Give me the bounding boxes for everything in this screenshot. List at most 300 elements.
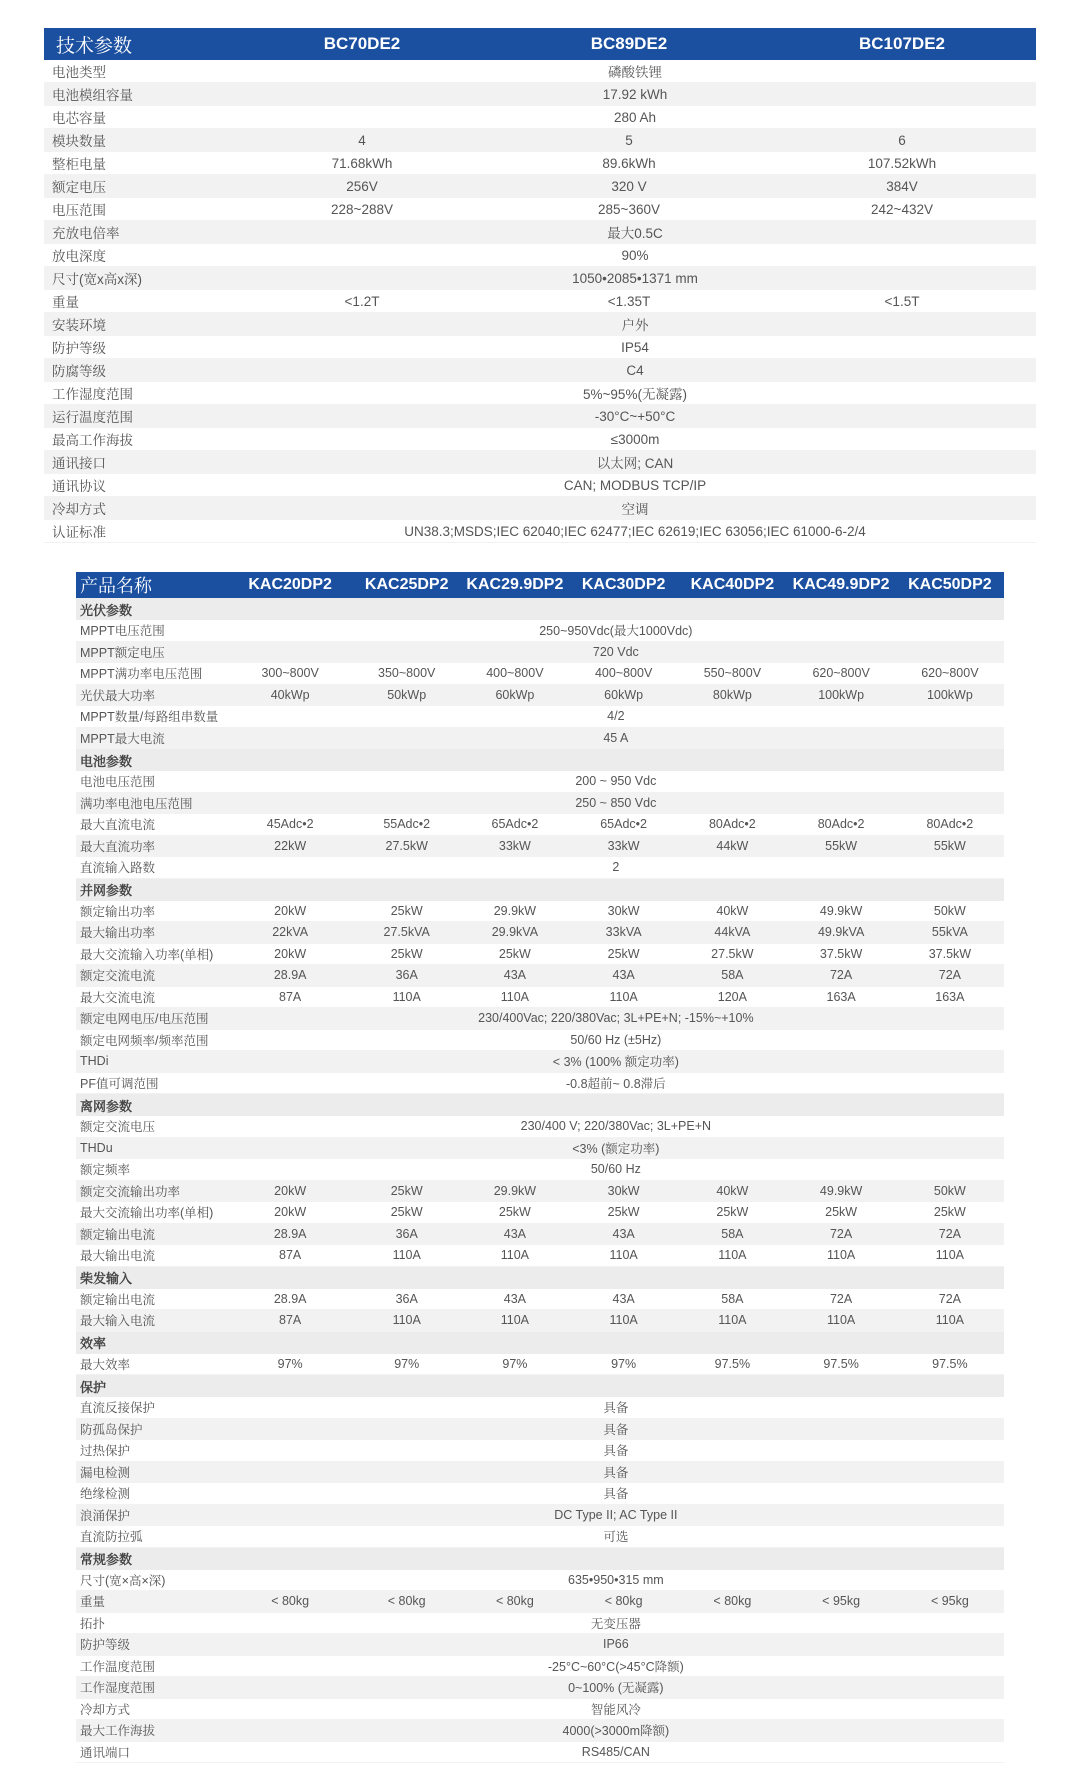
row-value: 17.92 kWh [234, 83, 1036, 106]
table-row [76, 1354, 1004, 1375]
table-row [76, 1440, 1004, 1462]
row-value: 242~432V [768, 198, 1036, 221]
table-row [76, 620, 1004, 641]
table-row [44, 175, 1036, 198]
row-value: 20kW [228, 1180, 353, 1202]
row-value: 97% [569, 1354, 678, 1375]
header-cell: BC89DE2 [490, 28, 768, 60]
row-value: 110A [461, 986, 569, 1008]
row-value: 110A [678, 1245, 786, 1267]
row-value: 20kW [228, 943, 353, 965]
row-value: 25kW [461, 1202, 569, 1224]
section-row [76, 878, 1004, 901]
row-value: 28.9A [228, 965, 353, 987]
row-value: IP66 [228, 1634, 1004, 1656]
row-label: 电压范围 [44, 198, 234, 221]
row-value: 110A [678, 1310, 786, 1332]
row-value: 97% [228, 1354, 353, 1375]
row-label: 过热保护 [76, 1440, 228, 1462]
row-value: 36A [353, 1289, 461, 1310]
row-label: 最大交流输出功率(单相) [76, 1202, 228, 1224]
table-row [76, 1461, 1004, 1483]
row-value: <1.2T [234, 290, 490, 313]
row-value: 具备 [228, 1440, 1004, 1462]
row-value: 22kW [228, 835, 353, 857]
row-label: 工作湿度范围 [44, 382, 234, 405]
table-row [44, 520, 1036, 543]
table-row [44, 290, 1036, 313]
table-row [76, 1180, 1004, 1202]
row-value: 30kW [569, 901, 678, 922]
table-row [76, 1116, 1004, 1137]
row-value: 4 [234, 129, 490, 152]
row-label: 浪涌保护 [76, 1504, 228, 1526]
table-row [44, 336, 1036, 359]
row-value: 50kWp [353, 684, 461, 706]
row-label: THDu [76, 1137, 228, 1159]
table-row [76, 1504, 1004, 1526]
row-value: 89.6kWh [490, 152, 768, 175]
table-row [76, 1223, 1004, 1245]
row-value: 384V [768, 175, 1036, 198]
row-value: 33kW [461, 835, 569, 857]
row-value: 163A [896, 986, 1004, 1008]
row-value: 72A [786, 1289, 895, 1310]
row-value: 44kVA [678, 922, 786, 944]
row-value: 87A [228, 1310, 353, 1332]
row-value: 550~800V [678, 663, 786, 685]
row-label: 额定电网电压/电压范围 [76, 1008, 228, 1030]
table-row [76, 641, 1004, 663]
row-value: 磷酸铁锂 [234, 60, 1036, 83]
row-value: 27.5kW [678, 943, 786, 965]
row-value: 350~800V [353, 663, 461, 685]
row-value: 0~100% (无凝露) [228, 1677, 1004, 1699]
row-label: 重量 [44, 290, 234, 313]
row-value: 65Adc•2 [569, 814, 678, 836]
row-value: 45Adc•2 [228, 814, 353, 836]
row-value: <1.35T [490, 290, 768, 313]
row-value: 27.5kVA [353, 922, 461, 944]
row-value: 无变压器 [228, 1612, 1004, 1634]
row-value: 97.5% [786, 1354, 895, 1375]
row-value: 4000(>3000m降额) [228, 1720, 1004, 1742]
row-value: <1.5T [768, 290, 1036, 313]
table-row [44, 198, 1036, 221]
row-label: 冷却方式 [76, 1698, 228, 1720]
row-value: < 80kg [461, 1591, 569, 1613]
row-label: 直流反接保护 [76, 1397, 228, 1418]
row-label: 最大输入电流 [76, 1310, 228, 1332]
section-title: 柴发输入 [76, 1266, 1004, 1289]
row-value: 300~800V [228, 663, 353, 685]
row-value: < 80kg [678, 1591, 786, 1613]
row-value: 230/400 V; 220/380Vac; 3L+PE+N [228, 1116, 1004, 1137]
row-value: < 80kg [569, 1591, 678, 1613]
row-value: 72A [786, 965, 895, 987]
row-value: 28.9A [228, 1223, 353, 1245]
row-value: 100kWp [786, 684, 895, 706]
row-value: 5 [490, 129, 768, 152]
row-value: 25kW [896, 1202, 1004, 1224]
row-label: 安装环境 [44, 313, 234, 336]
table-row [76, 727, 1004, 749]
row-value: 280 Ah [234, 106, 1036, 129]
row-value: 110A [569, 986, 678, 1008]
row-value: 110A [786, 1310, 895, 1332]
row-value: 80Adc•2 [896, 814, 1004, 836]
row-value: 60kWp [569, 684, 678, 706]
row-value: ≤3000m [234, 428, 1036, 451]
row-label: 通讯接口 [44, 451, 234, 474]
row-label: 模块数量 [44, 129, 234, 152]
row-value: 110A [786, 1245, 895, 1267]
row-value: 45 A [228, 727, 1004, 749]
row-label: 整柜电量 [44, 152, 234, 175]
row-label: 满功率电池电压范围 [76, 792, 228, 814]
row-value: 97% [353, 1354, 461, 1375]
table-row [76, 792, 1004, 814]
row-value: 107.52kWh [768, 152, 1036, 175]
row-label: 防护等级 [44, 336, 234, 359]
section-title: 常规参数 [76, 1547, 1004, 1570]
battery-table-header [44, 28, 1036, 60]
row-value: 43A [461, 1223, 569, 1245]
row-label: 直流防拉弧 [76, 1526, 228, 1548]
row-value: 25kW [353, 1180, 461, 1202]
table-row [76, 706, 1004, 728]
row-label: 最高工作海拔 [44, 428, 234, 451]
row-label: PF值可调范围 [76, 1072, 228, 1094]
table-row [44, 267, 1036, 290]
table-row [76, 1698, 1004, 1720]
row-label: MPPT满功率电压范围 [76, 663, 228, 685]
row-label: 漏电检测 [76, 1461, 228, 1483]
table-row [44, 313, 1036, 336]
table-row [76, 1655, 1004, 1677]
row-value: 29.9kW [461, 1180, 569, 1202]
row-value: 635•950•315 mm [228, 1570, 1004, 1591]
row-label: 额定交流电压 [76, 1116, 228, 1137]
row-value: 43A [569, 965, 678, 987]
section-row [76, 1266, 1004, 1289]
row-value: 80Adc•2 [678, 814, 786, 836]
row-value: DC Type II; AC Type II [228, 1504, 1004, 1526]
row-label: 最大工作海拔 [76, 1720, 228, 1742]
table-row [76, 1677, 1004, 1699]
table-row [76, 1159, 1004, 1181]
table-row [76, 1483, 1004, 1505]
row-value: 256V [234, 175, 490, 198]
row-value: 44kW [678, 835, 786, 857]
row-value: 400~800V [569, 663, 678, 685]
table-row [76, 1245, 1004, 1267]
row-label: THDi [76, 1051, 228, 1073]
row-value: 49.9kVA [786, 922, 895, 944]
section-title: 并网参数 [76, 878, 1004, 901]
row-value: 120A [678, 986, 786, 1008]
row-label: 防护等级 [76, 1634, 228, 1656]
row-label: 电池模组容量 [44, 83, 234, 106]
row-value: 25kW [353, 1202, 461, 1224]
row-label: 通讯端口 [76, 1741, 228, 1763]
row-value: 4/2 [228, 706, 1004, 728]
row-value: 55kVA [896, 922, 1004, 944]
row-label: MPPT最大电流 [76, 727, 228, 749]
section-title: 离网参数 [76, 1094, 1004, 1117]
section-row [76, 749, 1004, 772]
row-value: 50/60 Hz [228, 1159, 1004, 1181]
row-value: 以太网; CAN [234, 451, 1036, 474]
row-value: 49.9kW [786, 1180, 895, 1202]
table-row [44, 221, 1036, 244]
row-value: 36A [353, 965, 461, 987]
row-value: 1050•2085•1371 mm [234, 267, 1036, 290]
section-title: 效率 [76, 1331, 1004, 1354]
row-label: 认证标准 [44, 520, 234, 543]
row-value: 58A [678, 1289, 786, 1310]
row-label: MPPT额定电压 [76, 641, 228, 663]
table-row [44, 129, 1036, 152]
row-label: MPPT数量/每路组串数量 [76, 706, 228, 728]
row-value: 110A [896, 1245, 1004, 1267]
row-value: -30°C~+50°C [234, 405, 1036, 428]
table-row [44, 474, 1036, 497]
row-value: 40kW [678, 901, 786, 922]
row-value: 37.5kW [896, 943, 1004, 965]
row-value: 可选 [228, 1526, 1004, 1548]
row-value: 620~800V [896, 663, 1004, 685]
row-value: 2 [228, 857, 1004, 879]
row-label: 最大交流电流 [76, 986, 228, 1008]
row-value: 25kW [461, 943, 569, 965]
row-value: 110A [353, 1310, 461, 1332]
row-label: 工作温度范围 [76, 1655, 228, 1677]
table-row [76, 901, 1004, 922]
row-value: < 95kg [786, 1591, 895, 1613]
table-row [76, 1526, 1004, 1548]
section-title: 光伏参数 [76, 598, 1004, 620]
table-row [76, 814, 1004, 836]
row-value: 户外 [234, 313, 1036, 336]
section-row [76, 1547, 1004, 1570]
row-label: 最大直流功率 [76, 835, 228, 857]
inverter-spec-table [76, 572, 1004, 1763]
battery-spec-table [44, 28, 1036, 543]
row-label: 充放电倍率 [44, 221, 234, 244]
row-value: 58A [678, 965, 786, 987]
header-cell: BC107DE2 [768, 28, 1036, 60]
row-value: 40kWp [228, 684, 353, 706]
row-label: 额定输出电流 [76, 1289, 228, 1310]
row-value: 87A [228, 1245, 353, 1267]
header-cell: 产品名称 [76, 572, 228, 598]
row-label: 拓扑 [76, 1612, 228, 1634]
row-label: 通讯协议 [44, 474, 234, 497]
row-value: 28.9A [228, 1289, 353, 1310]
row-label: 电池电压范围 [76, 771, 228, 792]
row-value: 72A [896, 1223, 1004, 1245]
table-row [44, 405, 1036, 428]
row-value: 空调 [234, 497, 1036, 520]
row-value: 具备 [228, 1483, 1004, 1505]
row-value: 43A [569, 1223, 678, 1245]
table-row [76, 1720, 1004, 1742]
section-row [76, 1375, 1004, 1398]
row-label: 最大输出功率 [76, 922, 228, 944]
row-label: 额定输出电流 [76, 1223, 228, 1245]
row-value: 90% [234, 244, 1036, 267]
row-value: 97% [461, 1354, 569, 1375]
row-value: 100kWp [896, 684, 1004, 706]
row-value: 72A [896, 1289, 1004, 1310]
row-label: 额定输出功率 [76, 901, 228, 922]
row-value: 72A [896, 965, 1004, 987]
header-cell: KAC49.9DP2 [786, 572, 895, 598]
row-value: RS485/CAN [228, 1741, 1004, 1763]
row-value: 29.9kW [461, 901, 569, 922]
table-row [44, 152, 1036, 175]
table-row [76, 1570, 1004, 1591]
header-cell: KAC25DP2 [353, 572, 461, 598]
table-row [76, 857, 1004, 879]
table-row [76, 943, 1004, 965]
row-label: 最大效率 [76, 1354, 228, 1375]
section-row [76, 598, 1004, 620]
table-row [76, 663, 1004, 685]
row-value: 50kW [896, 1180, 1004, 1202]
table-row [44, 451, 1036, 474]
row-label: 最大交流输入功率(单相) [76, 943, 228, 965]
table-row [76, 1634, 1004, 1656]
header-cell: KAC29.9DP2 [461, 572, 569, 598]
row-value: 110A [461, 1310, 569, 1332]
row-value: 29.9kVA [461, 922, 569, 944]
row-value: 40kW [678, 1180, 786, 1202]
row-value: 110A [353, 986, 461, 1008]
row-value: 97.5% [896, 1354, 1004, 1375]
row-value: 智能风冷 [228, 1698, 1004, 1720]
row-value: 97.5% [678, 1354, 786, 1375]
row-value: -0.8超前~ 0.8滞后 [228, 1072, 1004, 1094]
row-label: 光伏最大功率 [76, 684, 228, 706]
row-value: 具备 [228, 1397, 1004, 1418]
row-label: 绝缘检测 [76, 1483, 228, 1505]
table-row [44, 106, 1036, 129]
row-label: 最大直流电流 [76, 814, 228, 836]
row-value: < 80kg [353, 1591, 461, 1613]
table-row [76, 1612, 1004, 1634]
row-value: -25°C~60°C(>45°C降额) [228, 1655, 1004, 1677]
table-row [76, 1029, 1004, 1051]
inverter-table-body [76, 598, 1004, 1763]
header-cell: KAC40DP2 [678, 572, 786, 598]
table-row [44, 497, 1036, 520]
table-row [76, 771, 1004, 792]
row-value: 55kW [896, 835, 1004, 857]
header-cell: 技术参数 [44, 28, 234, 60]
section-row [76, 1094, 1004, 1117]
table-row [44, 428, 1036, 451]
row-value: 55Adc•2 [353, 814, 461, 836]
header-cell: KAC30DP2 [569, 572, 678, 598]
row-value: 30kW [569, 1180, 678, 1202]
row-value: 200 ~ 950 Vdc [228, 771, 1004, 792]
battery-table-body [44, 60, 1036, 543]
table-row [76, 1202, 1004, 1224]
table-row [44, 83, 1036, 106]
row-value: 55kW [786, 835, 895, 857]
row-value: 620~800V [786, 663, 895, 685]
row-label: 额定交流输出功率 [76, 1180, 228, 1202]
header-cell: BC70DE2 [234, 28, 490, 60]
row-value: 80Adc•2 [786, 814, 895, 836]
row-value: 71.68kWh [234, 152, 490, 175]
row-value: 36A [353, 1223, 461, 1245]
row-value: 具备 [228, 1418, 1004, 1440]
row-value: 230/400Vac; 220/380Vac; 3L+PE+N; -15%~+10% [228, 1008, 1004, 1030]
row-value: 最大0.5C [234, 221, 1036, 244]
row-value: <3% (额定功率) [228, 1137, 1004, 1159]
row-label: 电芯容量 [44, 106, 234, 129]
row-value: 27.5kW [353, 835, 461, 857]
table-row [76, 835, 1004, 857]
row-value: 25kW [569, 1202, 678, 1224]
row-value: 110A [569, 1245, 678, 1267]
row-value: 20kW [228, 1202, 353, 1224]
table-row [76, 1591, 1004, 1613]
row-label: 防腐等级 [44, 359, 234, 382]
row-value: 250 ~ 850 Vdc [228, 792, 1004, 814]
row-value: 50/60 Hz (±5Hz) [228, 1029, 1004, 1051]
row-value: 110A [461, 1245, 569, 1267]
row-value: 400~800V [461, 663, 569, 685]
row-value: 25kW [786, 1202, 895, 1224]
row-value: 320 V [490, 175, 768, 198]
row-value: 58A [678, 1223, 786, 1245]
row-value: 43A [461, 965, 569, 987]
row-value: 228~288V [234, 198, 490, 221]
row-value: 具备 [228, 1461, 1004, 1483]
row-value: 110A [353, 1245, 461, 1267]
row-label: 工作湿度范围 [76, 1677, 228, 1699]
row-label: 重量 [76, 1591, 228, 1613]
row-value: 49.9kW [786, 901, 895, 922]
row-value: 87A [228, 986, 353, 1008]
row-value: < 3% (100% 额定功率) [228, 1051, 1004, 1073]
row-value: 43A [569, 1289, 678, 1310]
table-row [44, 359, 1036, 382]
row-value: 720 Vdc [228, 641, 1004, 663]
row-label: 额定电网频率/频率范围 [76, 1029, 228, 1051]
row-value: 25kW [678, 1202, 786, 1224]
row-value: C4 [234, 359, 1036, 382]
table-row [76, 986, 1004, 1008]
table-row [76, 684, 1004, 706]
table-row [76, 1008, 1004, 1030]
row-label: 电池类型 [44, 60, 234, 83]
table-row [76, 1289, 1004, 1310]
row-value: 110A [569, 1310, 678, 1332]
row-value: 33kW [569, 835, 678, 857]
row-label: 冷却方式 [44, 497, 234, 520]
table-row [76, 1397, 1004, 1418]
header-cell: KAC20DP2 [228, 572, 353, 598]
table-row [44, 382, 1036, 405]
row-value: 33kVA [569, 922, 678, 944]
row-label: 尺寸(宽×高×深) [76, 1570, 228, 1591]
row-value: 25kW [353, 901, 461, 922]
